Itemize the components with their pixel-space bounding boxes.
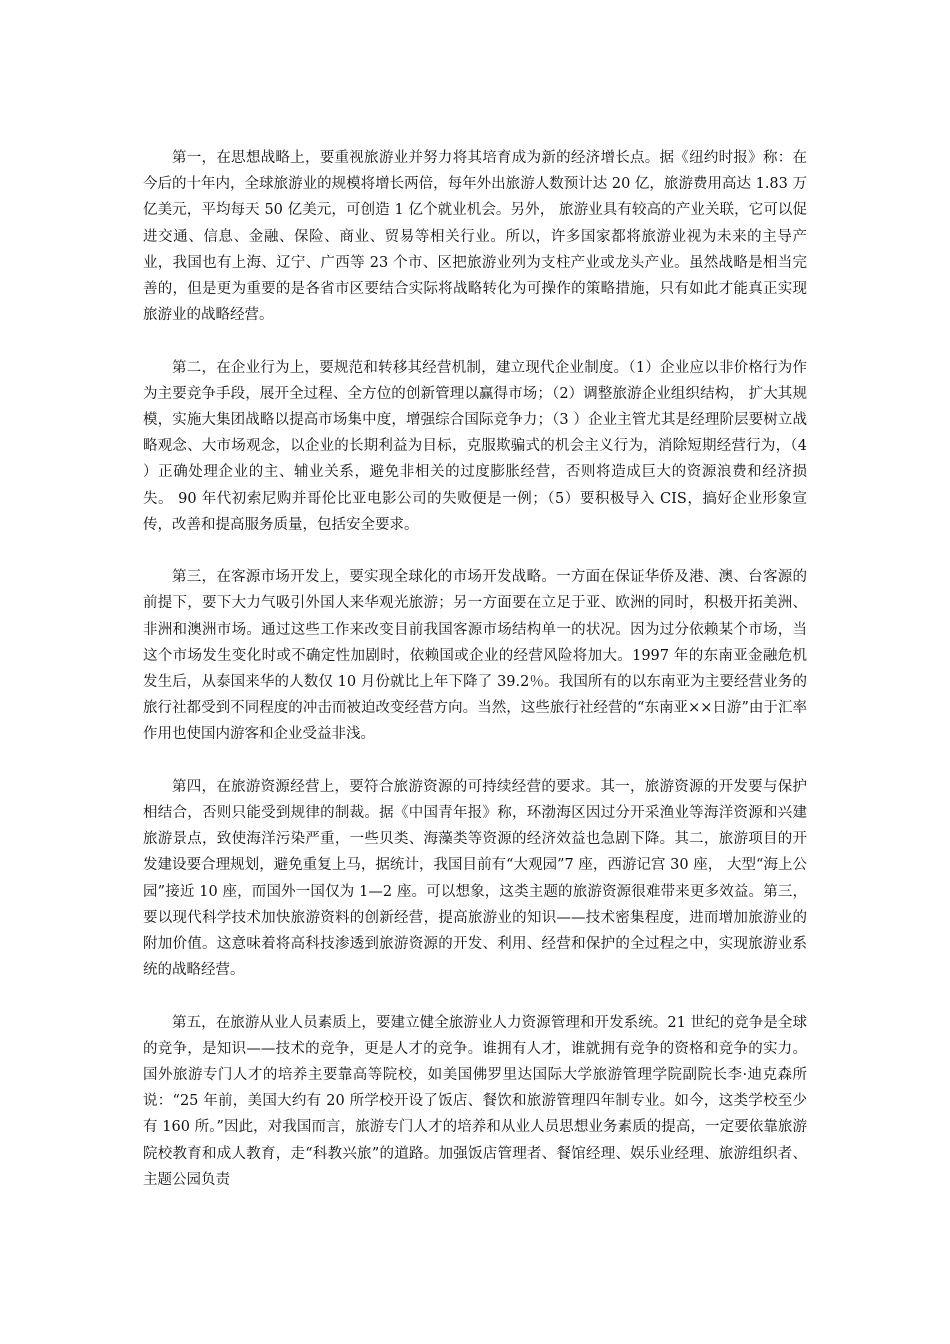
document-body (143, 145, 807, 1219)
paragraph-1: 第一，在思想战略上，要重视旅游业并努力将其培育成为新的经济增长点。据《纽约时报》称：在今后的十年内，全球旅游业的规模将增长两倍，每年外出旅游人数预计达 20 亿，旅游费用高达 1.83 万亿美元，平均每天 50 亿美元，可创造 1 亿个就业机会。另外， 旅游业具有较高的产业关联，它可以促进交通、信息、金融、保险、商业、贸易等相关行业。所以，许多国家都将旅游业视为未来的主导产业，我国也有上海、辽宁、广西等 23 个市、区把旅游业列为支柱产业或龙头产业。虽然战略是相当完善的，但是更为重要的是各省市区要结合实际将战略转化为可操作的策略措施，只有如此才能真正实现旅游业的战略经营。 (143, 150, 807, 324)
paragraph-2: 第二，在企业行为上，要规范和转移其经营机制，建立现代企业制度。（1）企业应以非价格行为作为主要竞争手段，展开全过程、全方位的创新管理以赢得市场；（2）调整旅游企业组织结构， 扩大其规模，实施大集团战略以提高市场集中度，增强综合国际竞争力；（3 ）企业主管尤其是经理阶层要树立战略观念、大市场观念，以企业的长期利益为目标，克服欺骗式的机会主义行为，消除短期经营行为，（4 ）正确处理企业的主、辅业关系，避免非相关的过度膨胀经营，否则将造成巨大的资源浪费和经济损失。 90 年代初索尼购并哥伦比亚电影公司的失败便是一例；（5）要积极导入 CIS，搞好企业形象宣传，改善和提高服务质量，包括安全要求。 (143, 359, 807, 533)
paragraph-5: 第五，在旅游从业人员素质上，要建立健全旅游业人力资源管理和开发系统。21 世纪的竞争是全球的竞争，是知识——技术的竞争，更是人才的竞争。谁拥有人才，谁就拥有竞争的资格和竞争的实力。国外旅游专门人才的培养主要靠高等院校，如美国佛罗里达国际大学旅游管理学院副院长李·迪克森所说：“25 年前，美国大约有 20 所学校开设了饭店、餐饮和旅游管理四年制专业。如今，这类学校至少有 160 所。”因此，对我国而言，旅游专门人才的培养和从业人员思想业务素质的提高，一定要依靠旅游院校教育和成人教育，走“科教兴旅”的道路。加强饭店管理者、餐馆经理、娱乐业经理、旅游组织者、主题公园负责 (143, 1014, 807, 1188)
paragraph-4: 第四，在旅游资源经营上，要符合旅游资源的可持续经营的要求。其一，旅游资源的开发要与保护相结合，否则只能受到规律的制裁。据《中国青年报》称，环渤海区因过分开采渔业等海洋资源和兴建旅游景点，致使海洋污染严重，一些贝类、海藻类等资源的经济效益也急剧下降。其二，旅游项目的开发建设要合理规划，避免重复上马，据统计，我国目前有“大观园”7 座，西游记宫 30 座， 大型“海上公园”接近 10 座，而国外一国仅为 1—2 座。可以想象，这类主题的旅游资源很难带来更多效益。第三，要以现代科学技术加快旅游资料的创新经营，提高旅游业的知识——技术密集程度，进而增加旅游业的附加价值。这意味着将高科技渗透到旅游资源的开发、利用、经营和保护的全过程之中，实现旅游业系统的战略经营。 (143, 778, 807, 979)
paragraph-3: 第三，在客源市场开发上，要实现全球化的市场开发战略。一方面在保证华侨及港、澳、台客源的前提下，要下大力气吸引外国人来华观光旅游；另一方面要在立足于亚、欧洲的同时，积极开拓美洲、非洲和澳洲市场。通过这些工作来改变目前我国客源市场结构单一的状况。因为过分依赖某个市场，当这个市场发生变化时或不确定性加剧时，依赖国或企业的经营风险将加大。1997 年的东南亚金融危机发生后，从泰国来华的人数仅 10 月份就比上年下降了 39.2％。我国所有的以东南亚为主要经营业务的旅行社都受到不同程度的冲击而被迫改变经营方向。当然，这些旅行社经营的“东南亚××日游”由于汇率作用也使国内游客和企业受益非浅。 (143, 569, 807, 743)
